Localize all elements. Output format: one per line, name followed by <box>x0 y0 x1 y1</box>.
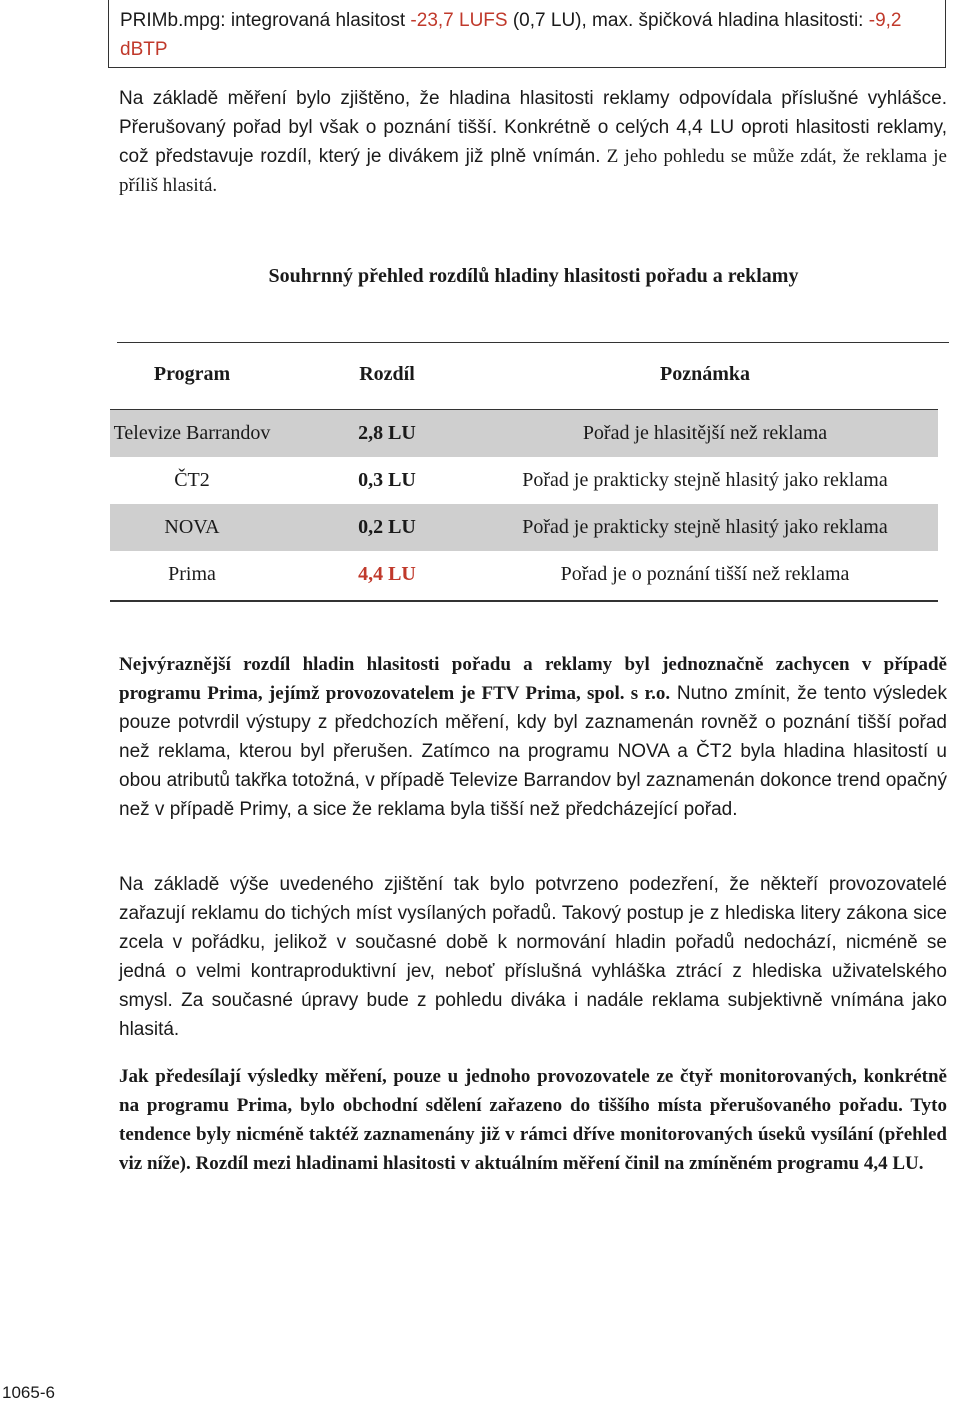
table-row <box>110 457 938 504</box>
cell-program: Prima <box>168 563 216 585</box>
para2-normal-text: Nutno zmínit, že tento výsledek pouze potvrdil výstupy z předchozích měření, kdy byl zaznamenán rovněž o poznání tišší pořad než reklama, kterou byl přerušen. Zatímco na programu NOVA a ČT2 byla hladina hlasitostí u obou atributů takřka totožná, v případě Televize Barrandov byl zaznamenán dokonce trend opačný než v případě Primy, a sice že reklama byla tišší než předcházející pořad. <box>119 683 947 820</box>
cell-difference: 4,4 LU <box>358 563 416 585</box>
measurement-box <box>108 0 946 68</box>
table-bottom-rule <box>110 600 938 602</box>
peak-level-value: -9,2 dBTP <box>120 10 902 60</box>
cell-note: Pořad je prakticky stejně hlasitý jako reklama <box>522 516 888 538</box>
paragraph-suspicion: Na základě výše uvedeného zjištění tak bylo potvrzeno podezření, že někteří provozovatelé zařazují reklamu do tichých míst vysílaných pořadů. Takový postup je z hlediska litery zákona sice zcela v pořádku, jelikož v současné době k normování hladin pořadů nedochází, nicméně se jedná o velmi kontraproduktivní jev, neboť příslušná vyhláška ztrácí z hlediska uživatelského smysl. Za současné úpravy bude z pohledu diváka i nadále reklama subjektivně vnímána jako hlasitá. <box>119 874 947 1040</box>
cell-difference: 0,2 LU <box>358 516 416 538</box>
cell-note: Pořad je o poznání tišší než reklama <box>560 563 850 585</box>
box-prefix: PRIMb.mpg: integrovaná hlasitost <box>120 10 411 31</box>
integrated-loudness-value: -23,7 LUFS <box>410 10 508 31</box>
table-top-rule <box>117 342 949 343</box>
paragraph-conclusion: Jak předesílají výsledky měření, pouze u jednoho provozovatele ze čtyř monitorovaných, konkrétně na programu Prima, bylo obchodní sdělení zařazeno do tiššího místa přerušovaného pořadu. Tyto tendence byly nicméně taktéž zaznamenány již v rámci dříve monitorovaných úseků vysílání (přehled viz níže). Rozdíl mezi hladinami hlasitosti v aktuálním měření činil na zmíněném programu 4,4 LU. <box>119 1066 947 1174</box>
header-program: Program <box>153 363 231 385</box>
table-row <box>110 410 938 457</box>
cell-program: Televize Barrandov <box>113 422 271 444</box>
page-number: 1065-6 <box>2 1383 55 1402</box>
cell-note: Pořad je hlasitější než reklama <box>582 422 828 444</box>
cell-program: NOVA <box>164 516 220 538</box>
cell-difference: 0,3 LU <box>358 469 416 491</box>
cell-note: Pořad je prakticky stejně hlasitý jako reklama <box>522 469 888 491</box>
para2-bold-text: Nejvýraznější rozdíl hladin hlasitosti pořadu a reklamy byl jednoznačně zachycen v případě programu Prima, jejímž provozovatelem je FTV Prima, spol. s r.o. <box>119 654 947 704</box>
table-row <box>110 504 938 551</box>
para1-serif-text: Z jeho pohledu se může zdát, že reklama je příliš hlasitá. <box>119 146 947 196</box>
paragraph-prima-summary <box>119 650 947 824</box>
header-note: Poznámka <box>660 363 750 385</box>
para1-sans-text: Na základě měření bylo zjištěno, že hladina hlasitosti reklamy odpovídala příslušné vyhlášce. Přerušovaný pořad byl však o poznání tišší. Konkrétně o celých 4,4 LU oproti hlasitosti reklamy, což představuje rozdíl, který je divákem již plně vnímán. <box>119 88 947 167</box>
box-middle: (0,7 LU), max. špičková hladina hlasitosti: <box>507 10 869 31</box>
cell-program: ČT2 <box>174 469 210 491</box>
cell-difference: 2,8 LU <box>358 422 416 444</box>
table-title: Souhrnný přehled rozdílů hladiny hlasitosti pořadu a reklamy <box>268 265 799 287</box>
table-row <box>110 551 938 598</box>
paragraph-measurement-result <box>119 84 947 200</box>
header-difference: Rozdíl <box>359 363 415 385</box>
